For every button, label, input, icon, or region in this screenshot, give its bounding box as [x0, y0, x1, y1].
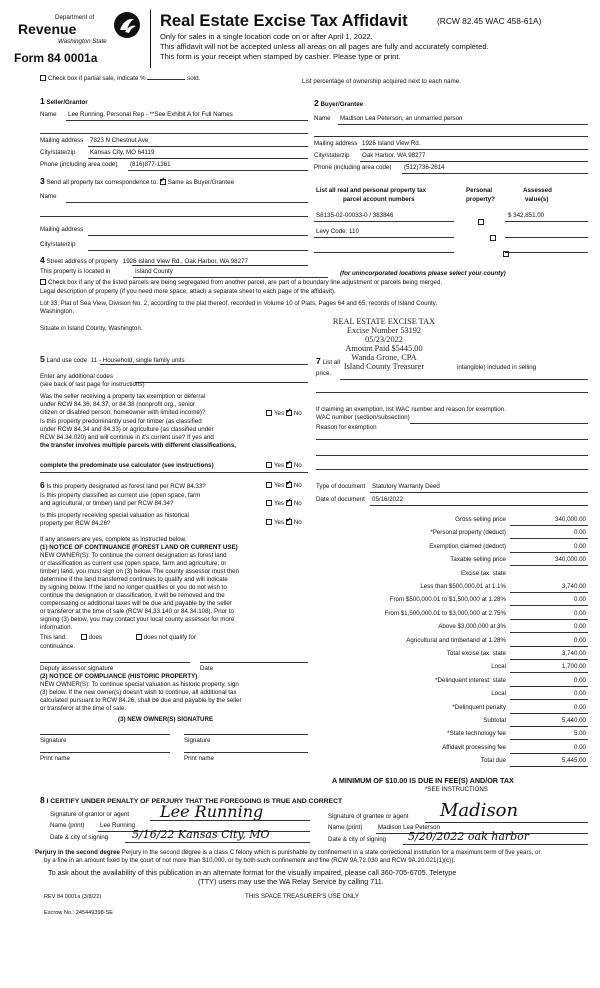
stamp-line-3: 05/23/2022 [365, 335, 403, 344]
dept-line3: Washington State [58, 38, 107, 45]
buyer-city-label: City/state/zip [314, 152, 350, 159]
buyer-phone-label: Phone (including area code) [314, 164, 392, 171]
levy-code[interactable]: Levy Code: 110 [316, 228, 359, 235]
grantor-date-label: Date & city of signing [50, 834, 109, 841]
ownership-note: List percentage of ownership acquired next to each name. [302, 78, 461, 85]
notice2-l4: or transferor at the time of sale. [40, 705, 126, 712]
tax-row-underline [510, 699, 588, 700]
tax-row-value[interactable]: 0.00 [573, 542, 586, 550]
notice2-title: (2) NOTICE OF COMPLIANCE (HISTORIC PROPERTY) [40, 673, 198, 680]
tax-row-value[interactable]: 5,445.00 [561, 757, 586, 765]
dept-line1: Department of [55, 14, 95, 21]
county-value[interactable]: Island County [135, 268, 173, 275]
tax-row-value[interactable]: 0.00 [573, 676, 586, 684]
partial-percent-field[interactable] [147, 79, 185, 80]
tax-row-underline [510, 552, 588, 553]
doc-type-value[interactable]: Statutory Warranty Deed [372, 483, 440, 490]
tax-row-underline [510, 646, 588, 647]
perjury-line-2: by a fine in an amount fixed by the court of not more than $10,000, or by both such confinement and fine (RCW 9A.72.030 and RCW 9A.20.021(1)(c)). [44, 857, 456, 864]
q6-2-answer: Yes ✓ No [266, 500, 302, 508]
buyer-phone-value[interactable]: (512)736-2614 [404, 164, 445, 171]
assessed-value-1[interactable]: $ 342,851.00 [508, 212, 545, 219]
notice1-l10: information. [40, 624, 73, 631]
form-number: Form 84 0001a [14, 51, 98, 65]
new-owner-sig-label-2: Signature [184, 737, 211, 744]
tax-row-underline [510, 659, 588, 660]
notice2-l2: (3) below. If the new owner(s) doesn't wish to continue, all additional tax [40, 689, 237, 696]
new-owner-print-label-2: Print name [184, 755, 214, 762]
certify-heading: 8 I CERTIFY UNDER PENALTY OF PERJURY THAT THE FOREGOING IS TRUE AND CORRECT [40, 795, 343, 805]
corr-city-label: City/state/zip [40, 241, 76, 248]
tax-row-label: Local [491, 690, 506, 698]
q6-3-yes-checkbox[interactable] [266, 519, 272, 525]
seller-city-label: City/state/zip [40, 149, 76, 156]
subtitle-1: Only for sales in a single location code on or after April 1, 2022. [160, 32, 373, 41]
tax-row-value[interactable]: 0.00 [573, 703, 586, 711]
notice1-l5: by signing below. If the land no longer qualifies or you do not wish to [40, 584, 227, 591]
seller-name-label: Name [40, 111, 57, 118]
notice1-l6: continue the designation or classification, it will be removed and the [40, 592, 225, 599]
land-use-code[interactable]: 11 - Household, single family units [90, 357, 185, 364]
notice2-l3: calculated pursuant to RCW 84.26, shall be due and payable by the seller [40, 697, 242, 704]
stamp-line-6: Island County Treasurer [343, 362, 425, 371]
partial-sale-label: Check box if partial sale, indicate % [48, 75, 146, 82]
q5-2d: the transfer involves multiple parcels with different classifications, [40, 442, 236, 449]
street-address-value[interactable]: 1926 Island View Rd., Oak Harbor, WA 98277 [122, 258, 248, 265]
q5-1-answer: Yes ✓ No [266, 410, 302, 418]
stamp-line-4: Amount Paid $5445.00 [345, 344, 423, 353]
section7-label-c: price. [316, 370, 332, 377]
q6-2b: and agricultural, or timber) land per RCW 84.34? [40, 500, 174, 507]
tax-row-underline [510, 538, 588, 539]
tax-row-value[interactable]: 0.00 [573, 529, 586, 537]
section7-label-a: 7 List all [316, 356, 341, 366]
buyer-city-value[interactable]: Oak Harbor, WA 98277 [362, 152, 426, 159]
legal-label: Legal description of property (if you need more space, attach a separate sheet to each page of the affidavit). [40, 288, 336, 295]
additional-codes-label: Enter any additional codes [40, 373, 113, 380]
tax-row-underline [510, 619, 588, 620]
stamp-line-2: Excise Number 53192 [346, 326, 422, 335]
segregated-checkbox[interactable] [40, 279, 46, 285]
minimum-fee-note: A MINIMUM OF $10.00 IS DUE IN FEE(S) AND/OR TAX [332, 776, 514, 785]
tax-row-label: Total due [480, 757, 506, 765]
new-owner-sig-label-1: Signature [40, 737, 67, 744]
land-use-row: 5 Land use code 11 - Household, single family units [40, 354, 185, 364]
notice1-l2: or classification as current use (open space, farm and agriculture, or [40, 560, 227, 567]
correspondence-label: Send all property tax correspondence to: [46, 179, 158, 186]
tax-row-label: *Personal property (deduct) [430, 529, 506, 537]
treasurer-use-note: THIS SPACE TREASURER'S USE ONLY [245, 893, 359, 900]
tax-row-underline [510, 739, 588, 740]
grantee-name-value[interactable]: Madison Lea Peterson [378, 824, 440, 831]
parcel-header-1: List all real and personal property tax [316, 187, 427, 194]
tax-row-underline [510, 565, 588, 566]
land-does-not-checkbox[interactable] [136, 634, 142, 640]
parcel-number-1[interactable]: S8135-02-00033-0 / 383846 [316, 212, 394, 219]
q6-3-no-checkbox[interactable] [286, 519, 292, 525]
q6-2-yes-checkbox[interactable] [266, 500, 272, 506]
q6-2-no-checkbox[interactable] [286, 500, 292, 506]
see-back-label: (see back of last page for instructions) [40, 381, 145, 388]
segregated-row: Check box if any of the listed parcels are being segregated from another parcel, are part of a boundary line adjustment or parcels being merged. [40, 279, 442, 287]
notice1-l7: compensating or additional taxes will be due and payable by the seller [40, 600, 232, 607]
situate-line: Situate in Island County, Washington. [40, 325, 143, 332]
rev-number: REV 84 0001a (3/8/22) [44, 894, 102, 900]
tax-row-underline [510, 525, 588, 526]
tax-row-label: Exemption claimed (deduct) [429, 542, 506, 550]
header-divider [150, 10, 151, 68]
seller-mailing-value[interactable]: 7823 N Chestnut Ave [90, 137, 149, 144]
doc-date-label: Date of document [316, 496, 365, 503]
revenue-emblem-icon [112, 10, 142, 40]
q5-2b: under RCW 84.34 and 84.33) or agriculture (as classified under [40, 426, 214, 433]
tax-row-value[interactable]: 340,000.00 [555, 516, 586, 523]
escrow-number: Escrow No.: 245449398-SE [44, 910, 114, 916]
tax-row-value[interactable]: 0.00 [573, 636, 586, 644]
partial-sale-row [40, 75, 200, 83]
tax-row-value[interactable]: 0.00 [573, 690, 586, 698]
tax-row-underline [510, 766, 588, 767]
stamp-line-5: Wanda Grone, CPA [351, 353, 417, 362]
exemption-wac-label: WAC number (section/subsection) [316, 414, 410, 421]
q6-1-no-checkbox[interactable] [286, 482, 292, 488]
tax-row-underline [510, 605, 588, 606]
tax-row-label: Total excise tax: state [446, 650, 506, 657]
buyer-name-label: Name [314, 115, 331, 122]
tax-row-value[interactable]: 0.00 [573, 596, 586, 604]
same-as-buyer-checkbox[interactable] [160, 179, 166, 185]
tax-row-underline [510, 686, 588, 687]
see-instructions: *SEE INSTRUCTIONS [425, 786, 488, 793]
q5-1-no-checkbox[interactable] [286, 410, 292, 416]
grantee-name-label: Name (print) [328, 824, 363, 831]
if-yes-note: If any answers are yes, complete as instructed below. [40, 536, 187, 543]
legal-line-1: Lot 33, Plat of Sea View, Division No. 2, according to the plat thereof, recorded in Volume 10 of Plats, Pages 64 and 65, records of Island County, [40, 300, 438, 307]
doc-type-label: Type of document [316, 483, 366, 490]
tax-row-underline [510, 632, 588, 633]
tax-row-value[interactable]: 340,000.00 [555, 556, 586, 564]
subtitle-2: This affidavit will not be accepted unless all areas on all pages are fully and accurately completed. [160, 42, 489, 51]
unincorporated-note: (for unincorporated locations please select your county) [340, 270, 506, 277]
q6-1: 6 Is this property designated as forest land per RCW 84.33? [40, 480, 206, 490]
grantor-name-label: Name (print) [50, 822, 85, 829]
stamp-line-1: REAL ESTATE EXCISE TAX [332, 317, 436, 326]
grantor-date-city[interactable]: 5/16/22 Kansas City, MO [132, 828, 270, 841]
partial-sale-checkbox[interactable] [40, 75, 46, 81]
street-address-label: Street address of property [46, 258, 119, 265]
tax-row-label: Taxable selling price [450, 556, 506, 564]
deputy-sig-label: Deputy assessor signature [40, 665, 114, 672]
tax-row-value[interactable]: 0.00 [573, 623, 586, 631]
notice2-l1: NEW OWNER(S): To continue special valuation as historic property, sign [40, 681, 239, 688]
legal-line-2: Washington. [40, 308, 75, 315]
form-statute: (RCW 82.45 WAC 458-61A) [437, 16, 542, 26]
personal-property-checkbox-2[interactable] [490, 235, 496, 241]
q5-1c: citizen or disabled person, homeowner with limited income)? [40, 409, 206, 416]
notice1-l8: or transferor at the time of sale (RCW 84.33.140 or 84.34.108). Prior to [40, 608, 234, 615]
correspondence-row: 3 Send all property tax correspondence to: ✓ Same as Buyer/Grantee [40, 177, 234, 187]
land-does-checkbox[interactable] [81, 634, 87, 640]
q6-2a: Is this property classified as current use (open space, farm [40, 492, 201, 499]
seller-phone-label: Phone (including area code) [40, 161, 118, 168]
tax-row-underline [510, 726, 588, 727]
q6-1-yes-checkbox[interactable] [266, 482, 272, 488]
q5-2a: Is this property predominantly used for timber (as classified [40, 418, 202, 425]
parcel-header-5: Assessed [523, 187, 552, 194]
tax-row-value[interactable]: 0.00 [573, 743, 586, 751]
seller-name-value[interactable]: Lee Running, Personal Rep - **See Exhibit A for Full Names [68, 111, 233, 118]
q6-1-answer: Yes ✓ No [266, 482, 302, 490]
same-as-buyer-label: Same as Buyer/Grantee [167, 179, 235, 186]
perjury-text-1: Perjury in the second degree is a class C felony which is punishable by confinement in a state correctional institution for a maximum term of five years, or [121, 849, 541, 856]
q5-2c: RCW 84.34.020) and will continue in it's current use? If yes and [40, 434, 214, 441]
grantee-sig-label: Signature of grantee or agent [328, 813, 409, 820]
new-owner-print-label-1: Print name [40, 755, 70, 762]
grantee-signature[interactable]: Madison [440, 800, 519, 821]
q6-3b: property per RCW 84.26? [40, 520, 111, 527]
exemption-reason-label: Reason for exemption [316, 424, 377, 431]
tax-row-label: Affidavit processing fee [442, 743, 506, 751]
tax-row-label: From $1,500,000.01 to $3,000,000 at 2.75% [384, 609, 506, 617]
q6-3a: Is this property receiving special valuation as historical [40, 512, 189, 519]
notice1-l4: determine if the land transferred continues to qualify and will indicate [40, 576, 228, 583]
parcel-header-6: value(s) [525, 196, 549, 203]
tax-row-value[interactable]: 5.00 [573, 730, 586, 738]
tax-row-label: Agricultural and timberland at 1.28% [406, 636, 506, 644]
tax-row-label: Excise tax: state [460, 569, 506, 577]
buyer-heading: 2 Buyer/Grantee [314, 98, 364, 108]
buyer-name-value[interactable]: Madison Lea Peterson, an unmarried person [340, 115, 463, 122]
notice1-title: (1) NOTICE OF CONTINUANCE (FOREST LAND OR CURRENT USE) [40, 544, 238, 551]
parcel-header-3: Personal [466, 187, 493, 194]
notice1-l3: timber) land, you must sign on (3) below. The county assessor must then [40, 568, 240, 575]
alt-format-2: (TTY) users may use the WA Relay Service by calling 711. [198, 877, 384, 886]
tax-row-label: Above $3,000,000 at 3% [438, 623, 506, 631]
doc-date-value[interactable]: 05/16/2022 [372, 496, 403, 503]
buyer-mailing-value[interactable]: 1926 Island View Rd. [362, 140, 421, 147]
exemption-label-a: If claiming an exemption, list WAC number and reason for exemption. [316, 406, 506, 413]
parcel-header-2: parcel account numbers [343, 196, 415, 203]
tax-row-value[interactable]: 1,700.00 [561, 663, 586, 671]
land-use-label: Land use code [46, 357, 88, 364]
partial-sold-label: sold. [187, 75, 201, 82]
notice3-title: (3) NEW OWNER(S) SIGNATURE [118, 716, 214, 723]
q5-2-answer: Yes ✓ No [266, 462, 302, 470]
located-label: This property is located in [40, 268, 111, 275]
tax-row-label: *Delinquent interest: state [435, 676, 506, 684]
q5-2-yes-checkbox[interactable] [266, 462, 272, 468]
tax-row-label: *State technology fee [447, 730, 506, 738]
tax-row-underline [510, 672, 588, 673]
tax-row-underline [510, 713, 588, 714]
perjury-line-1: Perjury in the second degree Perjury in the second degree is a class C felony which is punishable by confinement in a state correctional institution for a maximum term of five years, or [35, 849, 541, 856]
personal-property-checkbox-1[interactable] [478, 219, 484, 225]
tax-row-label: Gross selling price [455, 516, 506, 523]
tax-row-value[interactable]: 3,740.00 [561, 583, 586, 590]
seller-phone-value[interactable]: (816)877-1361 [130, 161, 171, 168]
grantee-date-city[interactable]: 5/20/2022 oak harbor [408, 830, 530, 843]
q5-2-no-checkbox[interactable] [286, 462, 292, 468]
continuance-label: continuance. [40, 643, 76, 650]
tax-row-label: Local [491, 663, 506, 671]
tax-row-label: From $500,000.01 to $1,500,000 at 1.28% [389, 596, 506, 604]
tax-row-underline [510, 592, 588, 593]
deputy-date-label: Date [200, 665, 214, 672]
grantor-sig-label: Signature of grantor or agent [50, 811, 130, 818]
q5-2e: complete the predominate use calculator (see instructions) [40, 462, 214, 469]
section7-label-b: intangible) included in selling [457, 364, 537, 371]
tax-row-value[interactable]: 3,740.00 [561, 650, 586, 657]
buyer-mailing-label: Mailing address [314, 140, 358, 147]
q6-3-answer: Yes ✓ No [266, 519, 302, 527]
seller-heading: 1 Seller/Grantor [40, 96, 88, 106]
tax-row-label: *Delinquent penalty [452, 703, 506, 711]
tax-row-label: Subtotal [483, 717, 506, 724]
street-address-row: 4 Street address of property 1926 Island View Rd., Oak Harbor, WA 98277 [40, 255, 248, 265]
seller-city-value[interactable]: Kansas City, MO 64119 [90, 149, 155, 156]
q5-1-yes-checkbox[interactable] [266, 410, 272, 416]
tax-row-underline [510, 753, 588, 754]
tax-row-value[interactable]: 5,440.00 [561, 717, 586, 724]
parcel-header-4: property? [466, 196, 495, 203]
tax-row-value[interactable]: 0.00 [573, 609, 586, 617]
tax-row-label: Less than $500,000.01 at 1.1% [420, 583, 506, 590]
notice1-l9: signing (3) below, you may contact your local county assessor for more [40, 616, 235, 623]
q5-1b: under RCW 84.36, 84.37, or 84.38 (nonprofit org., senior [40, 401, 196, 408]
alt-format-1: To ask about the availability of this publication in an alternate format for the visually impaired, please call 360-705-6705. Teletype [48, 868, 457, 877]
subtitle-3: This form is your receipt when stamped by cashier. Please type or print. [160, 52, 401, 61]
corr-mailing-label: Mailing address [40, 226, 84, 233]
grantor-name-value[interactable]: Lee Running [100, 822, 136, 829]
corr-name-label: Name [40, 193, 57, 200]
dept-line2: Revenue [18, 21, 77, 37]
q5-1a: Was the seller receiving a property tax exemption or deferral [40, 393, 206, 400]
seller-mailing-label: Mailing address [40, 137, 84, 144]
grantee-date-label: Date & city of signing [328, 836, 387, 843]
this-land-row: This land: does does not qualify for [40, 634, 197, 641]
grantor-signature[interactable]: Lee Running [160, 802, 264, 821]
form-title: Real Estate Excise Tax Affidavit [160, 12, 408, 30]
notice1-l1: NEW OWNER(S): To continue the current designation as forest land [40, 552, 227, 559]
